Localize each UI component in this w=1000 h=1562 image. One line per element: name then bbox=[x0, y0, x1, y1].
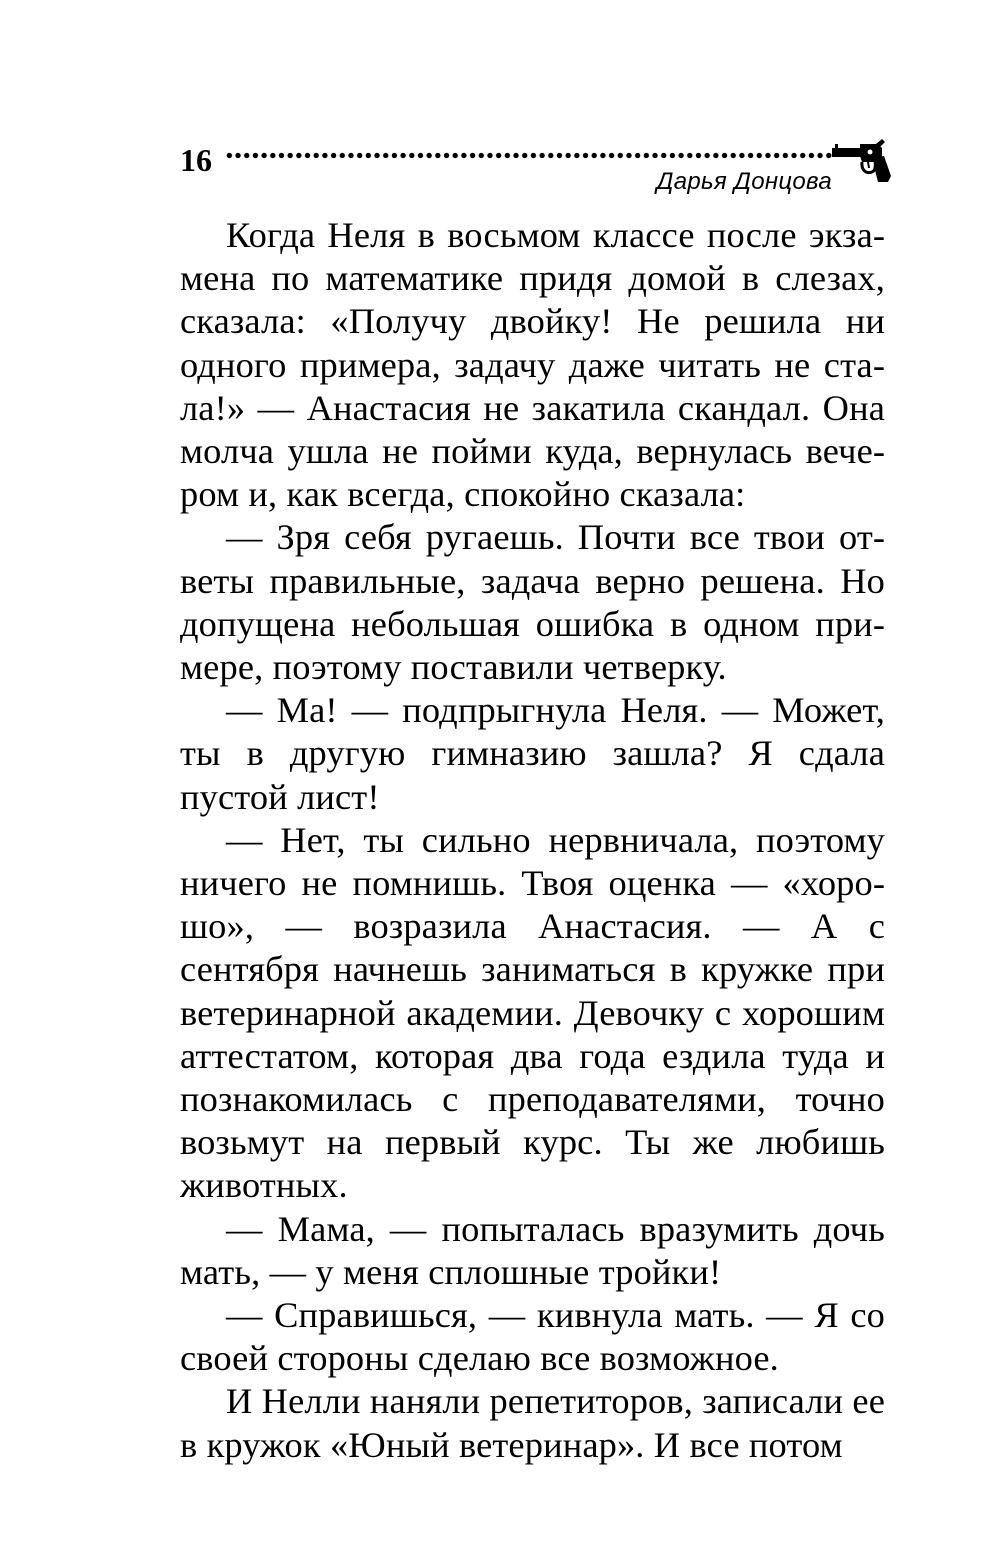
paragraph: Когда Неля в восьмом классе после экзамена по математике придя домой в слезах, сказала: «Получу двойку! Не решила ни одного примера, задачу даже читать не стала!» — Анастасия не закатила скандал. Она молча ушла не пойми куда, вернулась вечером и, как всегда, спокойно сказала: bbox=[180, 215, 885, 515]
revolver-icon bbox=[832, 138, 892, 184]
page-number: 16 bbox=[180, 142, 212, 178]
dot-leader bbox=[225, 152, 835, 159]
paragraph: — Ма! — подпрыгнула Неля. — Может, ты в другую гимназию зашла? Я сдала пустой лист! bbox=[180, 690, 885, 817]
paragraph: — Нет, ты сильно нервничала, поэтому ничего не помнишь. Твоя оценка — «хорошо», — возразила Анастасия. — А с сентября начнешь заниматься в кружке при ветеринарной академии. Девочку с хорошим аттестатом, которая два года ездила туда и познакомилась с преподавателями, точно возьмут на первый курс. Ты же любишь животных. bbox=[180, 819, 885, 1206]
paragraph: И Нелли наняли репетиторов, записали ее в кружок «Юный ветеринар». И все потом bbox=[180, 1381, 885, 1465]
running-header bbox=[180, 136, 892, 206]
paragraph: — Справишься, — кивнула мать. — Я со своей стороны сделаю все возможное. bbox=[180, 1295, 885, 1379]
body-text bbox=[180, 214, 885, 1467]
paragraph: — Мама, — попыталась вразумить дочь мать, — у меня сплошные тройки! bbox=[180, 1208, 885, 1292]
author-name: Дарья Донцова bbox=[656, 168, 832, 195]
paragraph: — Зря себя ругаешь. Почти все твои ответы правильные, задача верно решена. Но допущена небольшая ошибка в одном примере, поэтому поставили четверку. bbox=[180, 517, 885, 688]
